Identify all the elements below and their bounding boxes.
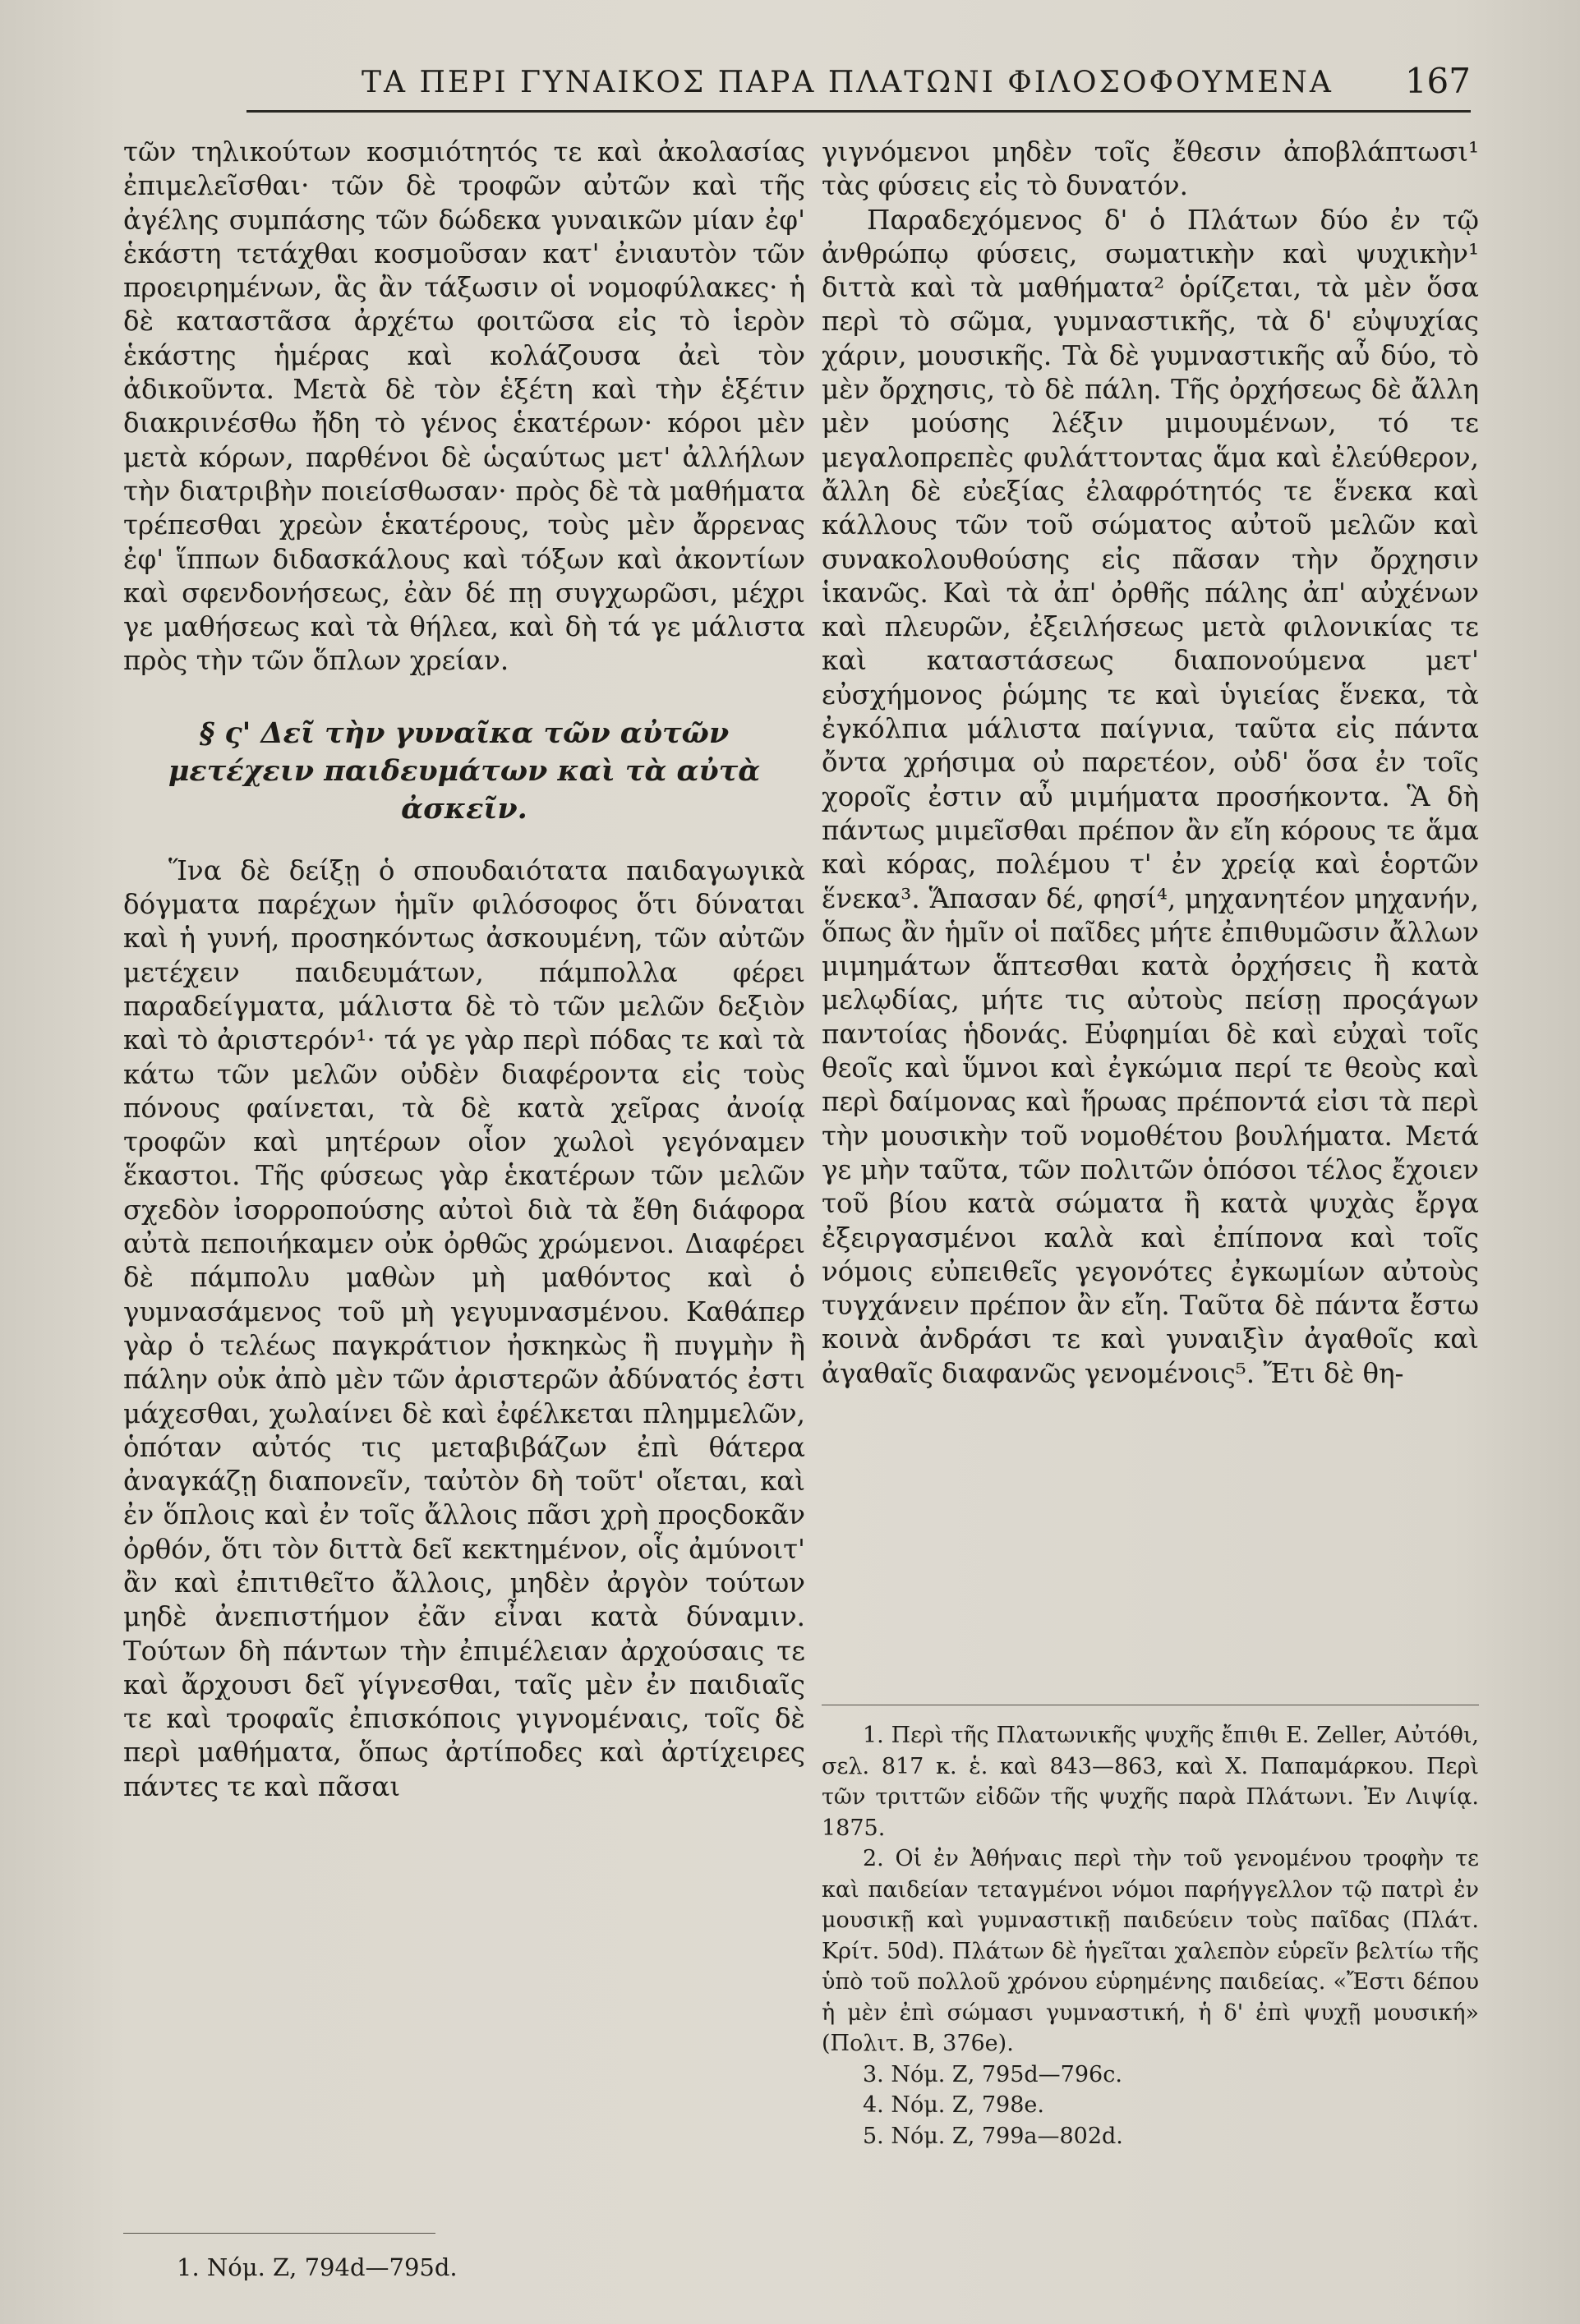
left-paragraph-1: τῶν τηλικούτων κοσμιότητός τε καὶ ἀκολασίας ἐπιμελεῖσθαι· τῶν δὲ τροφῶν αὐτῶν καὶ τῆς ἀγέλης συμπάσης τῶν δώδεκα γυναικῶν μίαν ἐφ' ἑκάστη τετάχθαι κοσμοῦσαν κατ' ἐνιαυτὸν τῶν προειρημένων, ἃς ἂν τάξωσιν οἱ νομοφύλακες· ἡ δὲ καταστᾶσα ἀρχέτω φοιτῶσα εἰς τὸ ἱερὸν ἑκάστης ἡμέρας καὶ κολάζουσα ἀεὶ τὸν ἀδικοῦντα. Μετὰ δὲ τὸν ἑξέτη καὶ τὴν ἑξέτιν διακρινέσθω ἤδη τὸ γένος ἑκατέρων· κόροι μὲν μετὰ κόρων, παρθένοι δὲ ὡςαύτως μετ' ἀλλήλων τὴν διατριβὴν ποιείσθωσαν· πρὸς δὲ τὰ μαθήματα τρέπεσθαι χρεὼν ἑκατέρους, τοὺς μὲν ἄρρενας ἐφ' ἵππων διδασκάλους καὶ τόξων καὶ ἀκοντίων καὶ σφενδονήσεως, ἐὰν δέ πῃ συγχωρῶσι, μέχρι γε μαθήσεως καὶ τὰ θήλεα, καὶ δὴ τά γε μάλιστα πρὸς τὴν τῶν ὅπλων χρείαν. [123,136,805,677]
right-paragraph-2: Παραδεχόμενος δ' ὁ Πλάτων δύο ἐν τῷ ἀνθρώπῳ φύσεις, σωματικὴν καὶ ψυχικὴν¹ διττὰ καὶ τὰ μαθήματα² ὁρίζεται, τὰ μὲν ὅσα περὶ τὸ σῶμα, γυμναστικῆς, τὰ δ' εὐψυχίας χάριν, μουσικῆς. Τὰ δὲ γυμναστικῆς αὖ δύο, τὸ μὲν ὄρχησις, τὸ δὲ πάλη. Τῆς ὀρχήσεως δὲ ἄλλη μὲν μούσης λέξιν μιμουμένων, τό τε μεγαλοπρεπὲς φυλάττοντας ἅμα καὶ ἐλεύθερον, ἄλλη δὲ εὐεξίας ἐλαφρότητός τε ἕνεκα καὶ κάλλους τῶν τοῦ σώματος αὐτοῦ μελῶν καὶ συνακολουθούσης εἰς πᾶσαν τὴν ὄρχησιν ἱκανῶς. Καὶ τὰ ἀπ' ὀρθῆς πάλης ἀπ' αὐχένων καὶ πλευρῶν, ἐξειλήσεως μετὰ φιλονικίας τε καὶ καταστάσεως διαπονούμενα μετ' εὐσχήμονος ῥώμης τε καὶ ὑγιείας ἕνεκα, τὰ ἐγκόλπια μάλιστα παίγνια, ταῦτα εἰς πάντα ὄντα χρήσιμα οὐ παρετέον, οὐδ' ὅσα ἐν τοῖς χοροῖς ἐστιν αὖ μιμήματα προσήκοντα. Ἃ δὴ πάντως μιμεῖσθαι πρέπον ἂν εἴη κόρους τε ἅμα καὶ κόρας, πολέμου τ' ἐν χρείᾳ καὶ ἑορτῶν ἕνεκα³. Ἅπασαν δέ, φησί⁴, μηχανητέον μηχανήν, ὅπως ἂν ἡμῖν οἱ παῖδες μήτε ἐπιθυμῶσιν ἄλλων μιμημάτων ἅπτεσθαι κατὰ ὀρχήσεις ἢ κατὰ μελῳδίας, μήτε τις αὐτοὺς πείσῃ προςάγων παντοίας ἡδονάς. Εὐφημίαι δὲ καὶ εὐχαὶ τοῖς θεοῖς καὶ ὕμνοι καὶ ἐγκώμια περί τε θεοὺς καὶ περὶ δαίμονας καὶ ἥρωας πρέποντά εἰσι τὰ περὶ τὴν μουσικὴν τοῦ νομοθέτου βουλήματα. Μετά γε μὴν ταῦτα, τῶν πολιτῶν ὁπόσοι τέλος ἔχοιεν τοῦ βίου κατὰ σώματα ἢ κατὰ ψυχὰς ἔργα ἐξειργασμένοι καλὰ καὶ ἐπίπονα καὶ τοῖς νόμοις εὐπειθεῖς γεγονότες ἐγκωμίων αὐτοὺς τυγχάνειν πρέπον ἂν εἴη. Ταῦτα δὲ πάντα ἔστω κοινὰ ἀνδράσι τε καὶ γυναιξὶν ἀγαθοῖς καὶ ἀγαθαῖς διαφανῶς γενομένοις⁵. Ἔτι δὲ θη- [822,204,1479,1389]
right-paragraph-1: γιγνόμενοι μηδὲν τοῖς ἔθεσιν ἀποβλάπτωσι¹ τὰς φύσεις εἰς τὸ δυνατόν. [822,136,1479,202]
footnote-1: 1. Περὶ τῆς Πλατωνικῆς ψυχῆς ἔπιθι E. Zeller, Αὐτόθι, σελ. 817 κ. ἑ. καὶ 843—863, καὶ Χ. Παπαμάρκου. Περὶ τῶν τριττῶν εἰδῶν τῆς ψυχῆς παρὰ Πλάτωνι. Ἐν Λιψίᾳ. 1875. [822,1723,1479,1841]
footnote-2: 2. Οἱ ἐν Ἀθήναις περὶ τὴν τοῦ γενομένου τροφὴν τε καὶ παιδείαν τεταγμένοι νόμοι παρήγγελλον τῷ πατρὶ ἐν μουσικῇ καὶ γυμναστικῇ παιδεύειν τοὺς παῖδας (Πλάτ. Κρίτ. 50d). Πλάτων δὲ ἡγεῖται χαλεπὸν εὑρεῖν βελτίω τῆς ὑπὸ τοῦ πολλοῦ χρόνου εὑρημένης παιδείας. «Ἔστι δέπου ἡ μὲν ἐπὶ σώμασι γυμναστική, ἡ δ' ἐπὶ ψυχῇ μουσική» (Πολιτ. Β, 376e). [822,1846,1479,2056]
left-paragraph-2: Ἵνα δὲ δείξῃ ὁ σπουδαιότατα παιδαγωγικὰ δόγματα παρέχων ἡμῖν φιλόσοφος ὅτι δύναται καὶ ἡ γυνή, προσηκόντως ἀσκουμένη, τῶν αὐτῶν μετέχειν παιδευμάτων, πάμπολλα φέρει παραδείγματα, μάλιστα δὲ τὸ τῶν μελῶν δεξιὸν καὶ τὸ ἀριστερόν¹· τά γε γὰρ περὶ πόδας τε καὶ τὰ κάτω τῶν μελῶν οὐδὲν διαφέροντα εἰς τοὺς πόνους φαίνεται, τὰ δὲ κατὰ χεῖρας ἀνοίᾳ τροφῶν καὶ μητέρων οἷον χωλοὶ γεγόναμεν ἕκαστοι. Τῆς φύσεως γὰρ ἑκατέρων τῶν μελῶν σχεδὸν ἰσορροπούσης αὐτοὶ διὰ τὰ ἔθη διάφορα αὐτὰ πεποιήκαμεν οὐκ ὀρθῶς χρώμενοι. Διαφέρει δὲ πάμπολυ μαθὼν μὴ μαθόντος καὶ ὁ γυμνασάμενος τοῦ μὴ γεγυμνασμένου. Καθάπερ γὰρ ὁ τελέως παγκράτιον ἠσκηκὼς ἢ πυγμὴν ἢ πάλην οὐκ ἀπὸ μὲν τῶν ἀριστερῶν ἀδύνατός ἐστι μάχεσθαι, χωλαίνει δὲ καὶ ἐφέλκεται πλημμελῶν, ὁπόταν αὐτός τις μεταβιβάζων ἐπὶ θάτερα ἀναγκάζῃ διαπονεῖν, ταὐτὸν δὴ τοῦτ' οἴεται, καὶ ἐν ὅπλοις καὶ ἐν τοῖς ἄλλοις πᾶσι χρὴ προςδοκᾶν ὀρθόν, ὅτι τὸν διττὰ δεῖ κεκτημένον, οἷς ἀμύνοιτ' ἂν καὶ ἐπιτιθεῖτο ἄλλοις, μηδὲν ἀργὸν τούτων μηδὲ ἀνεπιστήμον ἐᾶν εἶναι κατὰ δύναμιν. Τούτων δὴ πάντων τὴν ἐπιμέλειαν ἀρχούσαις τε καὶ ἄρχουσι δεῖ γίγνεσθαι, ταῖς μὲν ἐν παιδιαῖς τε καὶ τροφαῖς ἐπισκόποις γιγνομέναις, τοῖς δὲ περὶ μαθήματα, ὅπως ἀρτίποδες καὶ ἀρτίχειρες πάντες τε καὶ πᾶσαι [123,854,805,1802]
section-heading: § ς' Δεῖ τὴν γυναῖκα τῶν αὐτῶν μετέχειν παιδευμάτων καὶ τὰ αὐτὰ ἀσκεῖν. [168,716,761,826]
right-column [822,136,1479,1391]
running-title: ΤΑ ΠΕΡΙ ΓΥΝΑΙΚΟΣ ΠΑΡΑ ΠΛΑΤΩΝΙ ΦΙΛΟΣΟΦΟΥΜΕΝΑ [362,66,1334,99]
footnote-3: 3. Νόμ. Ζ, 795d—796c. [863,2061,1122,2087]
page-number: 167 [1404,61,1471,101]
footnotes [822,1705,1479,2151]
header-rule [246,110,1471,113]
left-column [123,136,805,1804]
footnote-4: 4. Νόμ. Ζ, 798e. [863,2092,1044,2118]
left-footnote: 1. Νόμ. Ζ, 794d—795d. [177,2253,458,2281]
footnote-5: 5. Νόμ. Ζ, 799a—802d. [863,2123,1123,2149]
page-header [246,58,1471,115]
left-footnote-rule [123,2233,435,2234]
